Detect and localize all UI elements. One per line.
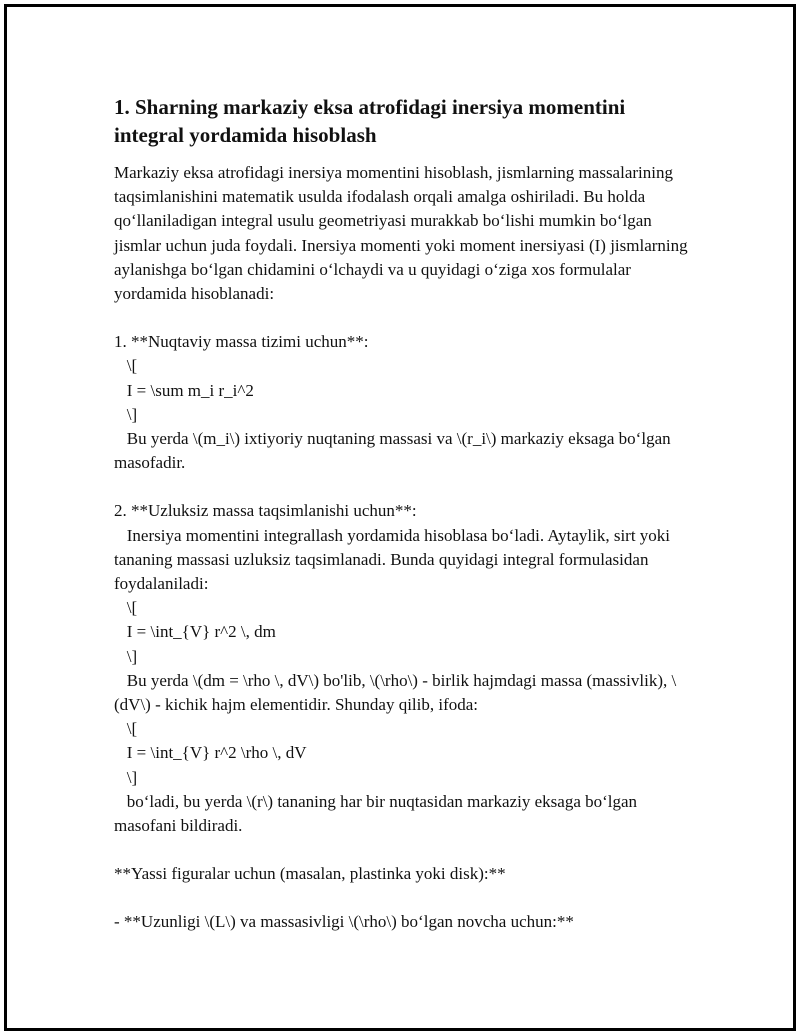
section2-heading: 2. **Uzluksiz massa taqsimlanishi uchun**: — [114, 501, 417, 521]
section1-formula-close: \] — [114, 404, 138, 424]
flat-figures-heading: **Yassi figuralar uchun (masalan, plastinka yoki disk):** — [114, 864, 506, 884]
intro-paragraph: Markaziy eksa atrofidagi inersiya momentini hisoblash, jismlarning massalarining taqsimlanishini matematik usulda ifodalash orqali amalga oshiriladi. Bu holda qo‘llaniladigan integral usulu geometriyasi murakkab bo‘lishi mumkin bo‘lgan jismlar uchun juda foydali. Inersiya momenti yoki moment inersiyasi (I) jismlarning aylanishga bo‘lgan chidamini o‘lchaydi va u quyidagi o‘ziga xos formulalar yordamida hisoblanadi: — [114, 163, 692, 304]
section2-explanation1: Bu yerda \(dm = \rho \, dV\) bo'lib, \(\rho\) - birlik hajmdagi massa (massivlik), \(dV\) - kichik hajm elementidir. Shunday qilib, ifoda: — [114, 670, 677, 715]
section2-explanation2: bo‘ladi, bu yerda \(r\) tananing har bir nuqtasidan markaziy eksaga bo‘lgan masofani bildiradi. — [114, 791, 642, 836]
spacer — [114, 886, 694, 910]
section2-formula2-open: \[ — [114, 719, 138, 739]
section-continuous-mass — [114, 499, 694, 838]
section-point-mass — [114, 330, 694, 475]
section2-text: Inersiya momentini integrallash yordamida hisoblasa bo‘ladi. Aytaylik, sirt yoki tananing massasi uzluksiz taqsimlanadi. Bunda quyidagi integral formulasidan foydalaniladi: — [114, 525, 675, 594]
section1-formula: I = \sum m_i r_i^2 — [114, 380, 254, 400]
section1-explanation: Bu yerda \(m_i\) ixtiyoriy nuqtaning massasi va \(r_i\) markaziy eksaga bo‘lgan masofadir. — [114, 429, 675, 473]
section1-formula-open: \[ — [114, 356, 138, 376]
section2-formula2-close: \] — [114, 767, 138, 787]
section2-formula1-close: \] — [114, 646, 138, 666]
section2-formula1-open: \[ — [114, 598, 138, 618]
section2-formula2: I = \int_{V} r^2 \rho \, dV — [114, 743, 307, 763]
document-content — [114, 93, 694, 935]
spacer — [114, 475, 694, 499]
section1-heading: 1. **Nuqtaviy massa tizimi uchun**: — [114, 332, 369, 352]
section2-formula1: I = \int_{V} r^2 \, dm — [114, 622, 276, 642]
rod-list-item: - **Uzunligi \(L\) va massasivligi \(\rho\) bo‘lgan novcha uchun:** — [114, 912, 574, 932]
spacer — [114, 306, 694, 330]
spacer — [114, 838, 694, 862]
document-title: 1. Sharning markaziy eksa atrofidagi inersiya momentini integral yordamida hisoblash — [114, 95, 626, 147]
